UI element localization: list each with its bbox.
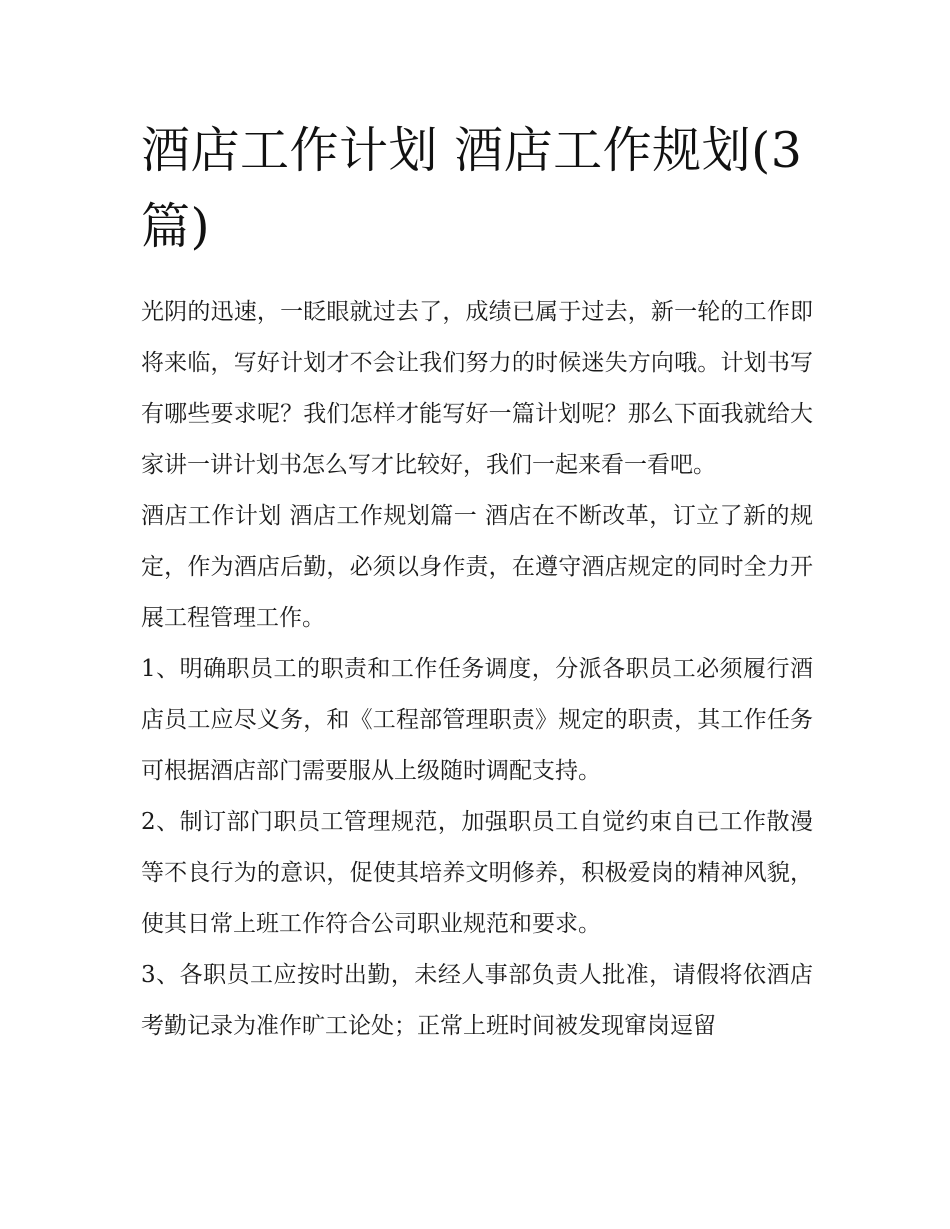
- paragraph-intro: 光阴的迅速，一眨眼就过去了，成绩已属于过去，新一轮的工作即将来临，写好计划才不会让我们努力的时候迷失方向哦。计划书写有哪些要求呢？我们怎样才能写好一篇计划呢？那么下面我就给大家讲一讲计划书怎么写才比较好，我们一起来看一看吧。: [141, 299, 813, 478]
- paragraph-item-3: 3、各职员工应按时出勤，未经人事部负责人批准，请假将依酒店考勤记录为准作旷工论处；正常上班时间被发现窜岗逗留: [141, 962, 813, 1039]
- paragraph-item-1: 1、明确职员工的职责和工作任务调度，分派各职员工必须履行酒店员工应尽义务，和《工程部管理职责》规定的职责，其工作任务可根据酒店部门需要服从上级随时调配支持。: [141, 656, 813, 784]
- paragraph-section-one: 酒店工作计划 酒店工作规划篇一 酒店在不断改革，订立了新的规定，作为酒店后勤，必须以身作责，在遵守酒店规定的同时全力开展工程管理工作。: [141, 503, 813, 631]
- document-title: 酒店工作计划 酒店工作规划(3篇): [141, 122, 803, 255]
- document-body: [141, 287, 813, 1052]
- document-content: [141, 113, 813, 1052]
- paragraph-item-2: 2、制订部门职员工管理规范，加强职员工自觉约束自已工作散漫等不良行为的意识，促使其培养文明修养，积极爱岗的精神风貌，使其日常上班工作符合公司职业规范和要求。: [141, 809, 813, 937]
